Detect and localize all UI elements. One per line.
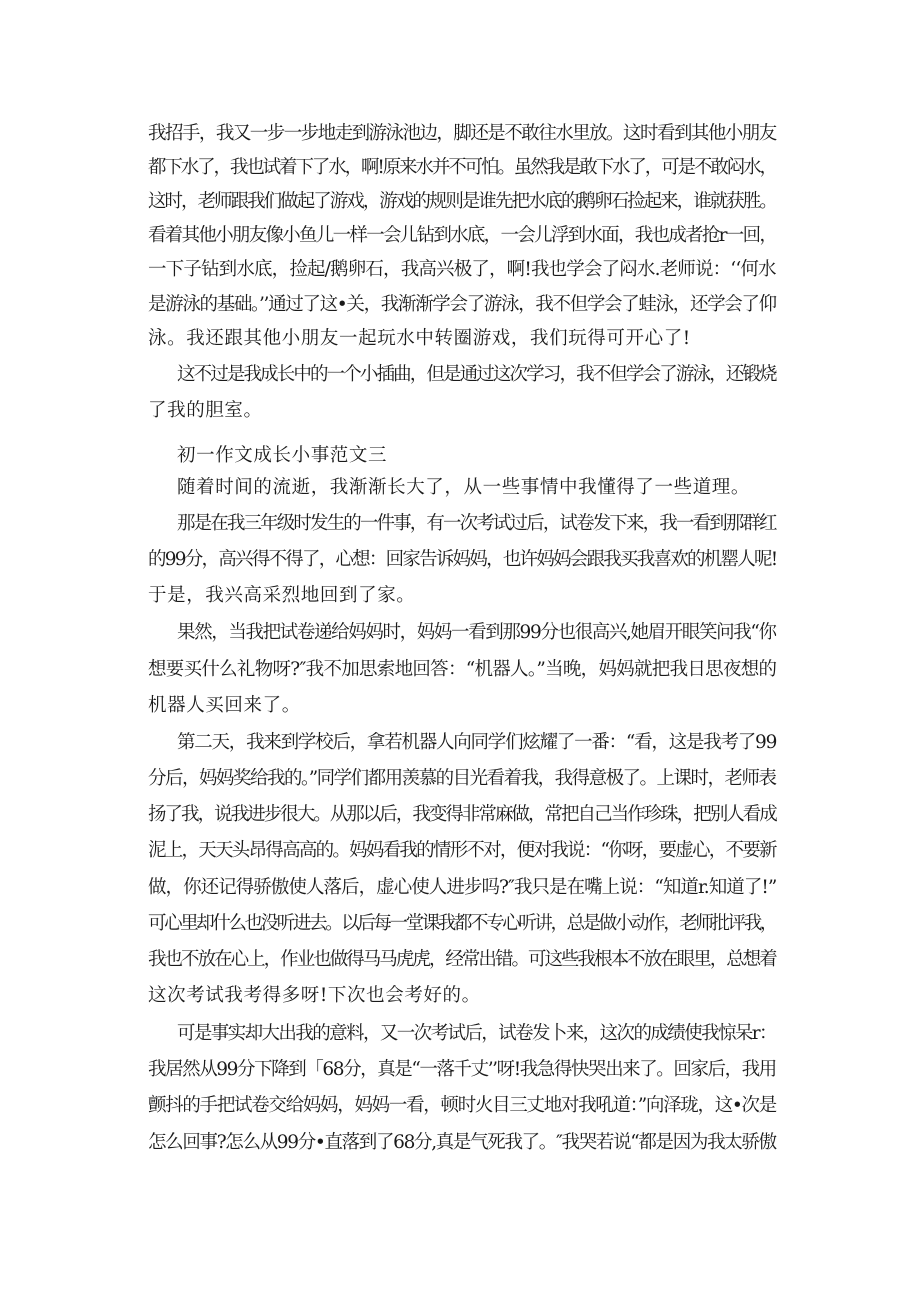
paragraph-line: 于是，我兴高采烈地回到了家。 [148,585,416,606]
paragraph-line: 泳。我还跟其他小朋友一起玩水中转圈游戏，我们玩得可开心了! [148,328,691,349]
paragraph-line: 这次考试我考得多呀!下次也会考好的。 [148,985,481,1006]
paragraph-line: 想要买什么礼物呀?″我不加思索地回答：“机器人。”当晚，妈妈就把我日思夜想的 [148,659,777,680]
paragraph-line: 可心里却什么也没听进去。以后每一堂课我都不专心听讲，总是做小动作，老师批评我， [148,913,776,934]
paragraph-line: 我也不放在心上，作业也做得马马虎虎，经常出错。可这些我根本不放在眼里，总想着 [148,949,776,970]
paragraph-line: 第二天，我来到学校后，拿若机器人向同学们炫耀了一番：“看，这是我考了99 [177,732,777,753]
paragraph-line: 一下子钻到水底，捡起/鹅卵石，我高兴极了，啊!我也学会了闷水.老师说：‘‘何水 [148,259,776,280]
paragraph-line: 我招手，我又一步一步地走到游泳池边，脚还是不敢往水里放。这时看到其他小朋友 [148,123,776,144]
paragraph-line: 这不过是我成长中的一个小插曲，但是通过这次学习，我不但学会了游泳，还锻烧 [177,364,776,385]
paragraph-line: 的99分，高兴得不得了，心想：回家告诉妈妈，也许妈妈会跟我买我喜欢的机罂人呢! [148,549,777,570]
paragraph-line: 颤抖的手把试卷交给妈妈，妈妈一看，顿时火目三丈地对我吼道：”向泽珑，这•次是 [148,1095,776,1116]
paragraph-line: 了我的胆室。 [148,400,263,421]
paragraph-line: 我居然从99分下降到「68分，真是“一落千丈’’呀!我急得快哭出来了。回家后，我用 [148,1059,776,1080]
paragraph-line: 果然，当我把试卷递给妈妈时，妈妈一看到那99分也很高兴,她眉开眼笑问我“你 [177,622,776,643]
paragraph-line: 是游泳的基础。’’通过了这•关，我渐渐学会了游泳，我不但学会了蛙泳，还学会了仰 [148,294,776,315]
paragraph-line: 随着时间的流逝，我渐渐长大了，从一些事情中我懂得了一些道理。 [177,477,751,498]
paragraph-line: 这时，老师跟我们做起了游戏，游戏的规则是谁先把水底的鹅卵石捡起来，谁就获胜。 [148,191,776,212]
paragraph-line: 看着其他小朋友像小鱼儿一样一会儿钻到水底，一会儿浮到水面，我也成者抢r一回， [148,225,777,246]
paragraph-line: 扬了我，说我进步很大。从那以后，我变得非常麻做，常把自己当作珍珠，把别人看成 [148,804,776,825]
paragraph-line: 怎么回事?怎么从99分•直落到了68分,真是气死我了。″我哭若说“都是因为我太骄傲 [148,1132,776,1153]
paragraph-line: 泥上，天天头昂得高高的。妈妈看我的情形不对，便对我说：“你呀，要虚心，不要新 [148,840,776,861]
section-heading: 初一作文成长小事范文三 [177,445,388,466]
paragraph-line: 都下水了，我也试着下了水，啊!原来水并不可怕。虽然我是敢下水了，可是不敢闷水， [148,157,776,178]
paragraph-line: 可是事实却大出我的意料，又一次考试后，试卷发卜来，这次的成绩使我惊呆r： [177,1023,776,1044]
paragraph-line: 做，你还记得骄傲使人落后，虚心使人进步吗?″我只是在嘴上说：“知道r.知道了!” [148,877,777,898]
paragraph-line: 那是在我三年级时发生的一件事，有一次考试过后，试卷发下来，我一看到那群红 [177,513,776,534]
paragraph-line: 机器人买回来了。 [148,695,301,716]
paragraph-line: 分后，妈妈奖给我的。”同学们都用羡慕的目光看着我，我得意极了。上课时，老师表 [148,768,776,789]
